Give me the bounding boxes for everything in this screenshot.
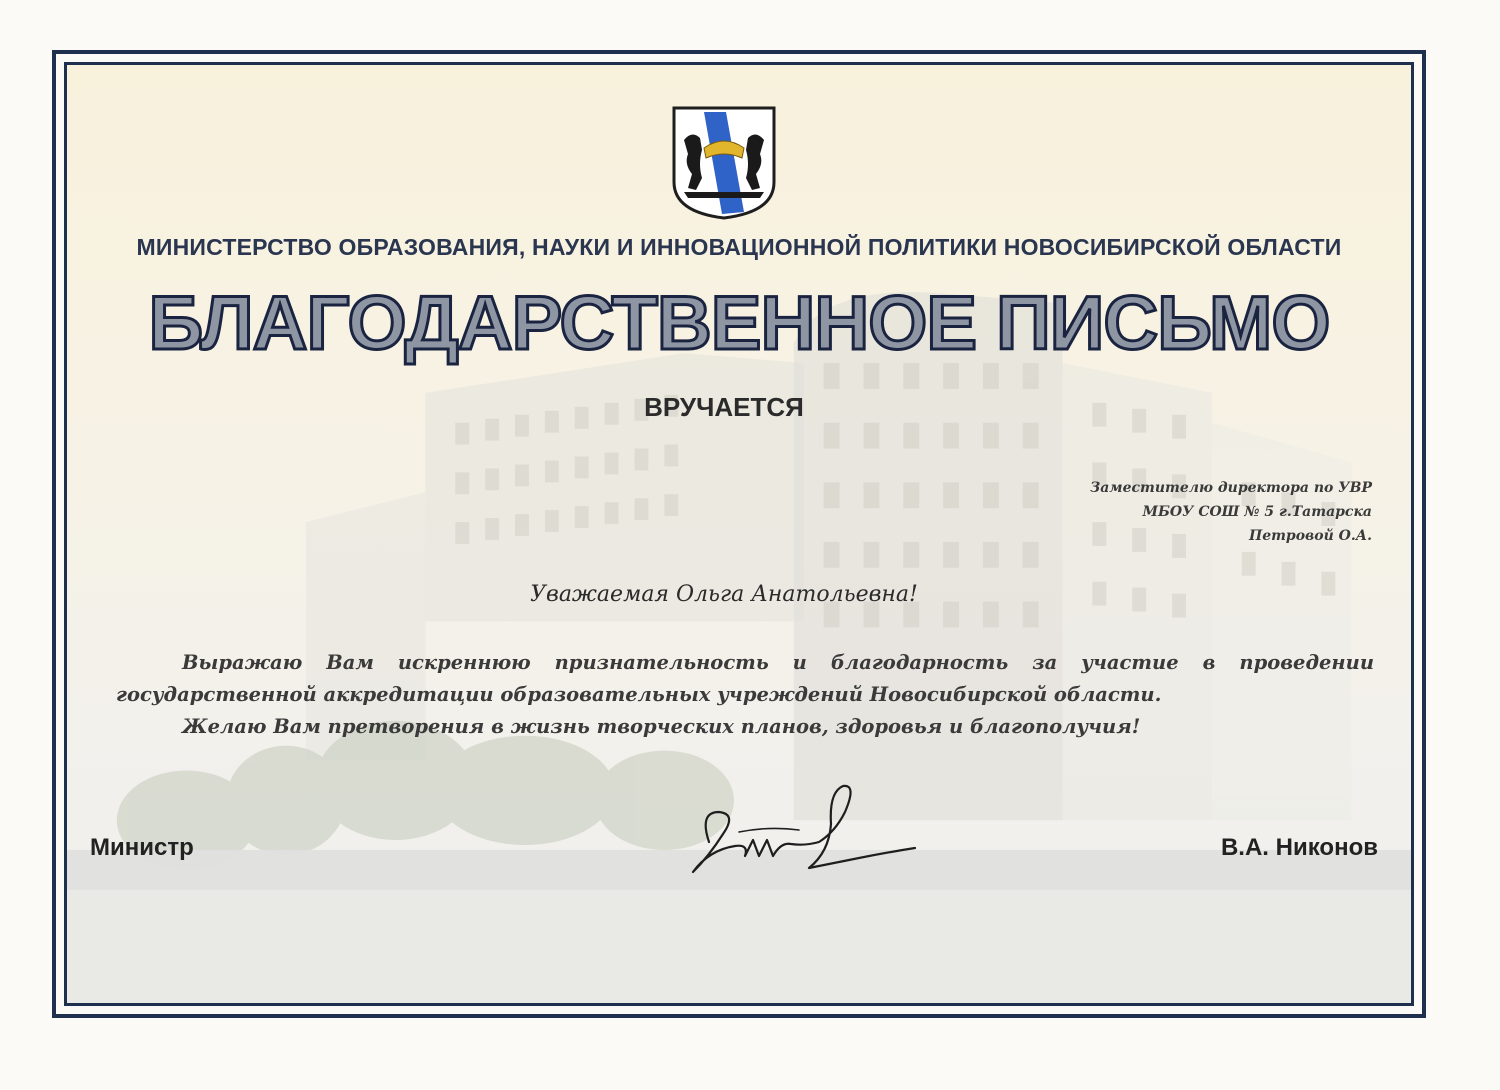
signatory-name: В.А. Никонов (1220, 834, 1378, 861)
letter-body (116, 647, 1374, 743)
recipient-block (1090, 476, 1372, 548)
recipient-school: МБОУ СОШ № 5 г.Татарска (1142, 504, 1372, 520)
certificate-title: БЛАГОДАРСТВЕННОЕ ПИСЬМО (148, 281, 1330, 366)
wishes-paragraph: Желаю Вам претворения в жизнь творческих планов, здоровья и благополучия! (182, 715, 1141, 738)
signatory-title: Министр (90, 834, 194, 861)
greeting: Уважаемая Ольга Анатольевна! (530, 582, 918, 607)
novosibirsk-coat-of-arms-icon (670, 104, 778, 222)
signature (679, 772, 929, 892)
ministry-name: МИНИСТЕРСТВО ОБРАЗОВАНИЯ, НАУКИ И ИННОВАЦИОННОЙ ПОЛИТИКИ НОВОСИБИРСКОЙ ОБЛАСТИ (136, 234, 1342, 260)
gratitude-paragraph: Выражаю Вам искреннюю признательность и благодарность за участие в проведении государственной аккредитации образовательных учреждений Новосибирской области. (116, 651, 1374, 706)
awarded-label: ВРУЧАЕТСЯ (644, 392, 804, 422)
recipient-position: Заместителю директора по УВР (1090, 480, 1372, 496)
certificate-content (64, 62, 1414, 1006)
recipient-name: Петровой О.А. (1248, 528, 1372, 544)
